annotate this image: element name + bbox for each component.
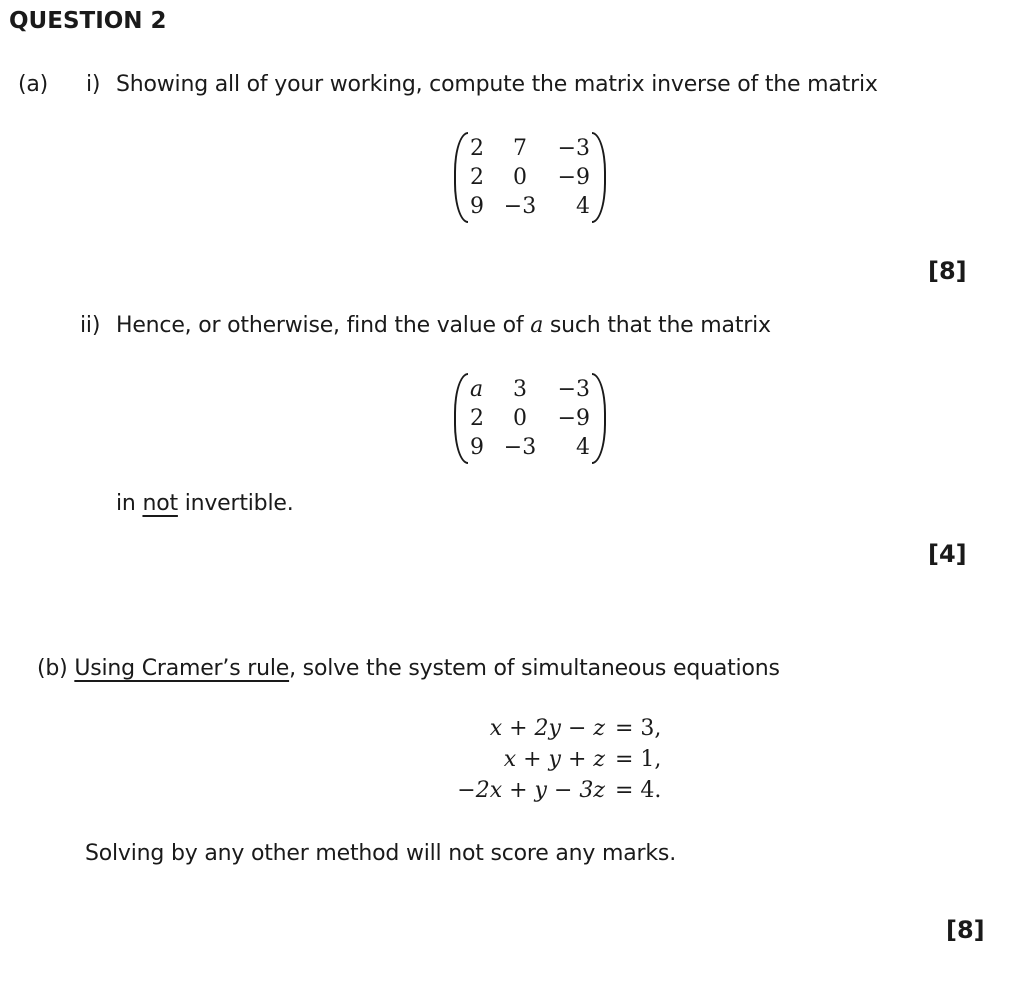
equation-row [420, 744, 661, 775]
matrix-cell: 4 [576, 194, 590, 219]
part-a-ii-text-after: such that the matrix [549, 313, 771, 338]
matrix-cell: −3 [557, 136, 590, 161]
matrix-cell: −9 [557, 406, 590, 431]
marks-b: [8] [946, 916, 985, 944]
part-b-text: , solve the system of simultaneous equations [289, 656, 780, 681]
matrix-cell: 9 [470, 194, 484, 219]
part-b-label: (b) [37, 656, 68, 681]
part-a-ii-text [116, 313, 771, 338]
matrix-a-i [454, 132, 606, 223]
part-b-line [37, 656, 780, 681]
equation-system [420, 713, 661, 806]
matrix-cell: 2 [470, 406, 484, 431]
question-title: QUESTION 2 [9, 8, 167, 34]
left-parenthesis [454, 373, 468, 464]
part-a-i-label: i) [86, 72, 101, 97]
equation-lhs: −2x + y − 3z [457, 778, 605, 803]
matrix-cell: 3 [513, 377, 527, 402]
equation-rhs: = 1, [615, 747, 662, 772]
post-prefix: in [116, 491, 136, 516]
matrix-cell: 2 [470, 165, 484, 190]
matrix-cell: 9 [470, 435, 484, 460]
matrix-cell: −9 [557, 165, 590, 190]
post-suffix: invertible. [184, 491, 294, 516]
underlined-not: not [142, 491, 178, 516]
matrix-cell: −3 [503, 435, 537, 460]
matrix-cell: 0 [513, 165, 527, 190]
matrix-a-ii [454, 373, 606, 464]
equation-lhs: x + 2y − z [489, 716, 605, 741]
matrix-cell: −3 [557, 377, 590, 402]
part-b-note: Solving by any other method will not score any marks. [85, 841, 676, 866]
equation-rhs: = 3, [615, 716, 662, 741]
part-a-ii-label: ii) [80, 313, 101, 338]
marks-a-i: [8] [928, 257, 967, 285]
matrix-cell: 7 [513, 136, 527, 161]
variable-a: a [530, 313, 544, 338]
matrix-cell: −3 [503, 194, 537, 219]
matrix-grid [468, 132, 592, 223]
equation-row [420, 713, 661, 744]
matrix-cell: a [470, 377, 484, 402]
equation-row [420, 775, 661, 806]
matrix-cell: 2 [470, 136, 484, 161]
equation-rhs: = 4. [615, 778, 662, 803]
part-b-method: Using Cramer’s rule [74, 656, 290, 681]
part-a-i-text: Showing all of your working, compute the matrix inverse of the matrix [116, 72, 878, 97]
matrix-grid [468, 373, 592, 464]
marks-a-ii: [4] [928, 540, 967, 568]
matrix-cell: 0 [513, 406, 527, 431]
right-parenthesis [592, 132, 606, 223]
part-a-ii-text-before: Hence, or otherwise, find the value of [116, 313, 524, 338]
part-a-ii-post-text [116, 491, 294, 516]
right-parenthesis [592, 373, 606, 464]
equation-lhs: x + y + z [503, 747, 605, 772]
left-parenthesis [454, 132, 468, 223]
part-a-label: (a) [18, 72, 49, 97]
matrix-cell: 4 [576, 435, 590, 460]
